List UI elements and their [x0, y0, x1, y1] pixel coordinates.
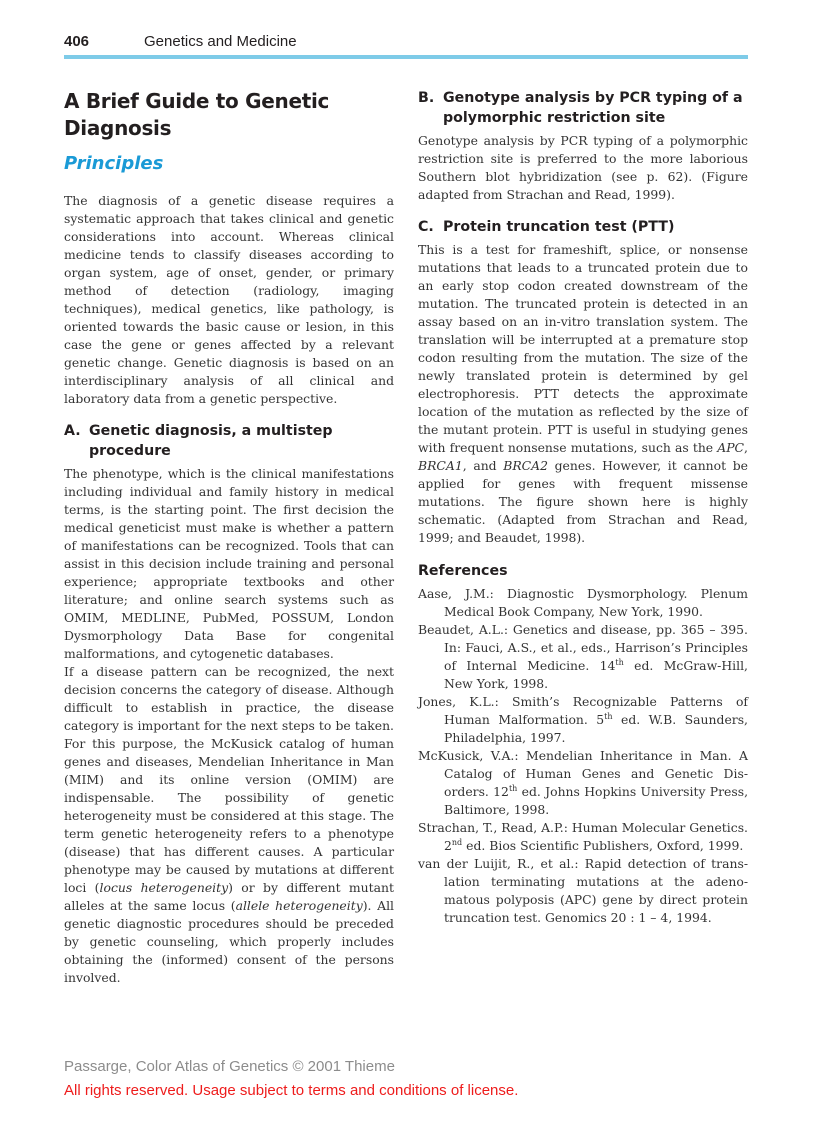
- intro-paragraph: The diagnosis of a genetic disease requires a systematic approach that takes clinical and genetic considerations into account. Whereas clinical medicine tends to classify diseases according to organ system, age of onset, gender, or primary method of detection (radiology, imaging techniques), medical genetics, like pathology, is oriented towards the basic cause or lesion, in this case the gene or genes affected by a relevant genetic change. Genetic diagnosis is based on an interdisciplinary analysis of all clinical and laboratory data from a genetic perspective.: [64, 193, 394, 406]
- emphasis-locus-heterogeneity: locus heterogeneity: [99, 880, 229, 895]
- article-title: A Brief Guide to Genetic Diagnosis: [64, 89, 330, 140]
- reference-item: van der Luijit, R., et al.: Rapid detection of translation terminating mutations at the adenomatous polyposis (APC) gene by direct protein truncation test. Genomics 20 : 1 – 4, 1994.: [418, 856, 748, 925]
- text-run: Jones, K.L.: Smith’s Recognizable Patterns of Human Malformation. 5: [418, 694, 748, 727]
- reference-item: Aase, J.M.: Diagnostic Dysmorphology. Plenum Medical Book Company, New York, 1990.: [418, 586, 748, 619]
- gene-apc: APC: [717, 440, 745, 455]
- text-run: ). All genetic diagnostic procedures should be preceded by genetic counseling, which properly includes obtaining the (informed) consent of the persons involved.: [64, 898, 394, 985]
- section-b-title: Genotype analysis by PCR typing of a polymorphic restriction site: [443, 90, 743, 126]
- text-run: Strachan, T., Read, A.P.: Human Molecular Genetics. 2: [418, 820, 748, 853]
- text-run: ed. Bios Scientific Publishers, Oxford, 1999.: [462, 838, 744, 853]
- superscript: th: [615, 658, 624, 667]
- license-notice: All rights reserved. Usage subject to terms and conditions of license.: [64, 1082, 519, 1099]
- section-c-letter: C.: [418, 219, 434, 235]
- gene-brca2: BRCA2: [503, 458, 548, 473]
- text-run: ) or by different mutant alleles at the same locus (: [64, 880, 394, 913]
- text-run: If a disease pattern can be recognized, the next decision concerns the category of disease. Although difficult to establish in practice, the disease category is important for the next steps to be taken. For this purpose, the McKusick catalog of human genes and diseases, Mendelian Inheritance in Man (MIM) and its online version (OMIM) are indispensable. The possibility of genetic heterogeneity must be considered at this stage. The term genetic heterogeneity refers to a phenotype (disease) that has different causes. A particular phenotype may be caused by mutations at different loci (: [64, 664, 394, 895]
- section-c-heading: [418, 217, 748, 237]
- section-a-title: Genetic diagnosis, a multistep procedure: [89, 423, 333, 459]
- section-b-heading: [418, 88, 748, 128]
- superscript: nd: [451, 838, 463, 847]
- section-a-letter: A.: [64, 423, 81, 439]
- text-run: ,: [744, 440, 748, 455]
- text-run: This is a test for frameshift, splice, or nonsense mutations that leads to a truncated protein due to an early stop codon created downstream of the mutation. The truncated protein is detected in an assay based on an in-vitro translation system. The translation will be interrupted at a premature stop codon resulting from the mutation. The size of the newly translated protein is determined by gel electrophoresis. PTT detects the approximate location of the mutation as reflected by the size of the mutant protein. PTT is useful in studying genes with frequent nonsense mutations, such as the: [418, 242, 748, 455]
- superscript: th: [508, 784, 518, 793]
- copyright-notice: Passarge, Color Atlas of Genetics © 2001 Thieme: [64, 1058, 395, 1075]
- header-rule: [64, 55, 748, 59]
- section-b-letter: B.: [418, 90, 435, 106]
- superscript: th: [604, 712, 613, 721]
- right-column: [418, 88, 748, 927]
- page-number: 406: [64, 33, 90, 50]
- text-run: Beaudet, A.L.: Genetics and disease, pp. 365 – 395. In: Fauci, A.S., et al., eds., Harrison’s Principles of Internal Medicine. 14: [418, 622, 748, 673]
- reference-item: [418, 621, 748, 693]
- emphasis-allele-heterogeneity: allele heterogeneity: [235, 898, 363, 913]
- reference-item: [418, 693, 748, 747]
- page-header: [64, 31, 748, 59]
- running-title: Genetics and Medicine: [144, 33, 297, 50]
- article-subtitle: Principles: [64, 153, 164, 174]
- text-run: ed. W.B. Saunders, Philadelphia, 1997.: [444, 712, 748, 745]
- text-run: genes. However, it cannot be applied for genes with frequent missense mutations. The figure shown here is highly schematic. (Adapted from Strachan and Read, 1999; and Beaudet, 1998).: [418, 458, 748, 545]
- text-run: McKusick, V.A.: Mendelian Inheritance in Man. A Catalog of Human Genes and Genetic Disorders. 12: [418, 748, 748, 799]
- text-run: , and: [462, 458, 504, 473]
- text-run: ed. Johns Hopkins University Press, Baltimore, 1998.: [444, 784, 749, 817]
- section-c-title: Protein truncation test (PTT): [443, 219, 675, 235]
- gene-brca1: BRCA1: [418, 458, 463, 473]
- section-b-paragraph: Genotype analysis by PCR typing of a polymorphic restriction site is preferred to the more laborious Southern blot hybridization (see p. 62). (Figure adapted from Strachan and Read, 1999).: [418, 133, 748, 202]
- references-list: [418, 585, 748, 927]
- section-a-heading: [64, 421, 394, 461]
- section-a-paragraph-2: [64, 663, 394, 987]
- section-a-paragraph-1: The phenotype, which is the clinical manifestations including individual and family history in medical terms, is the starting point. The first decision the medical geneticist must make is whether a pattern of manifestations can be recognized. Tools that can assist in this decision include training and personal experience; appropriate textbooks and other literature; and online search systems such as OMIM, MEDLINE, PubMed, POSSUM, London Dysmorphology Data Base for congenital malformations, and cytogenetic databases.: [64, 466, 394, 661]
- left-column: [64, 88, 394, 987]
- references-heading: References: [418, 563, 508, 579]
- text-run: ed. McGraw-Hill, New York, 1998.: [444, 658, 748, 691]
- reference-item: [418, 819, 748, 855]
- reference-item: [418, 747, 748, 819]
- section-c-paragraph: [418, 241, 748, 547]
